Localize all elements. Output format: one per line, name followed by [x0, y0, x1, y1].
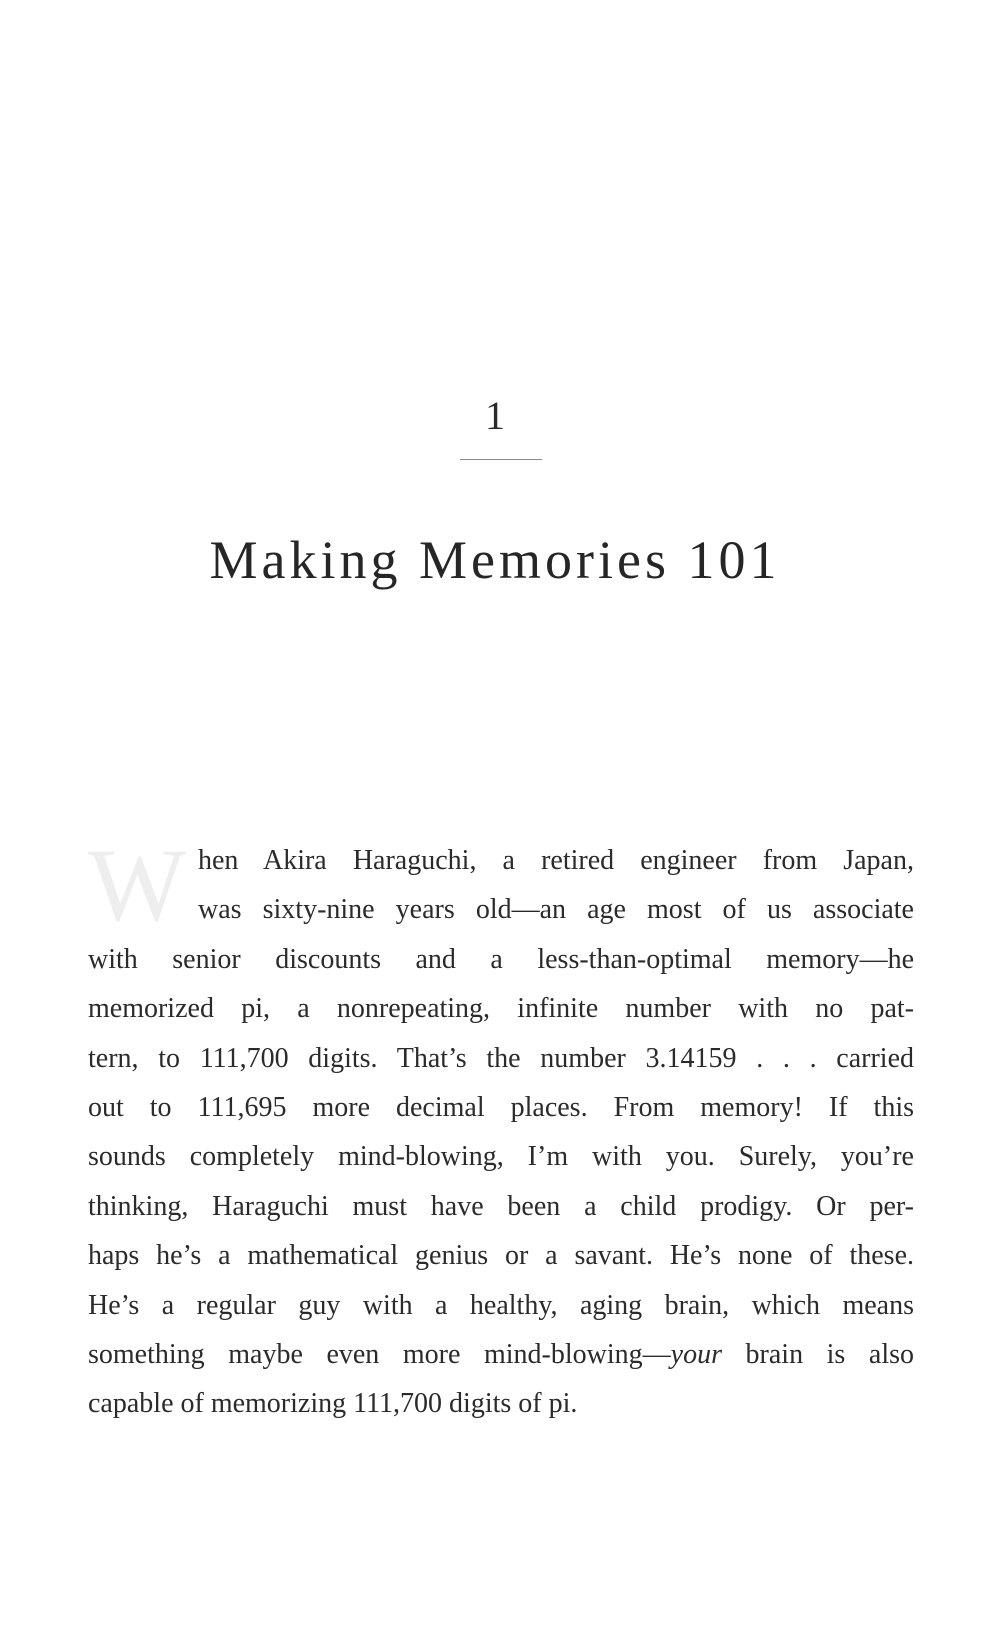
line-text: brain is also — [721, 1338, 914, 1370]
emphasized-word: your — [670, 1338, 722, 1370]
paragraph-line: haps he’s a mathematical genius or a savant. He’s none of these. — [88, 1240, 914, 1272]
chapter-number: 1 — [485, 393, 505, 438]
paragraph-line: hen Akira Haraguchi, a retired engineer from Japan, — [198, 845, 914, 876]
drop-cap: W — [88, 828, 187, 943]
paragraph-line: sounds completely mind-blowing, I’m with you. Surely, you’re — [88, 1141, 914, 1173]
chapter-divider — [460, 459, 542, 460]
paragraph-line: He’s a regular guy with a healthy, aging brain, which means — [88, 1289, 914, 1321]
body-paragraph — [88, 828, 914, 1429]
line-text: something maybe even more mind-blowing— — [88, 1338, 671, 1370]
paragraph-last-line: capable of memorizing 111,700 digits of pi. — [88, 1388, 578, 1420]
paragraph-line: was sixty-nine years old—an age most of us associate — [198, 894, 914, 926]
chapter-title: Making Memories 101 — [209, 530, 781, 590]
paragraph-line — [88, 1330, 914, 1379]
paragraph-line: out to 111,695 more decimal places. From memory! If this — [88, 1091, 914, 1123]
paragraph-line: tern, to 111,700 digits. That’s the number 3.14159 . . . carried — [88, 1042, 914, 1074]
paragraph-line: with senior discounts and a less-than-optimal memory—he — [88, 943, 914, 975]
paragraph-line: memorized pi, a nonrepeating, infinite number with no pat- — [88, 993, 914, 1025]
paragraph-line: thinking, Haraguchi must have been a child prodigy. Or per- — [88, 1190, 914, 1222]
